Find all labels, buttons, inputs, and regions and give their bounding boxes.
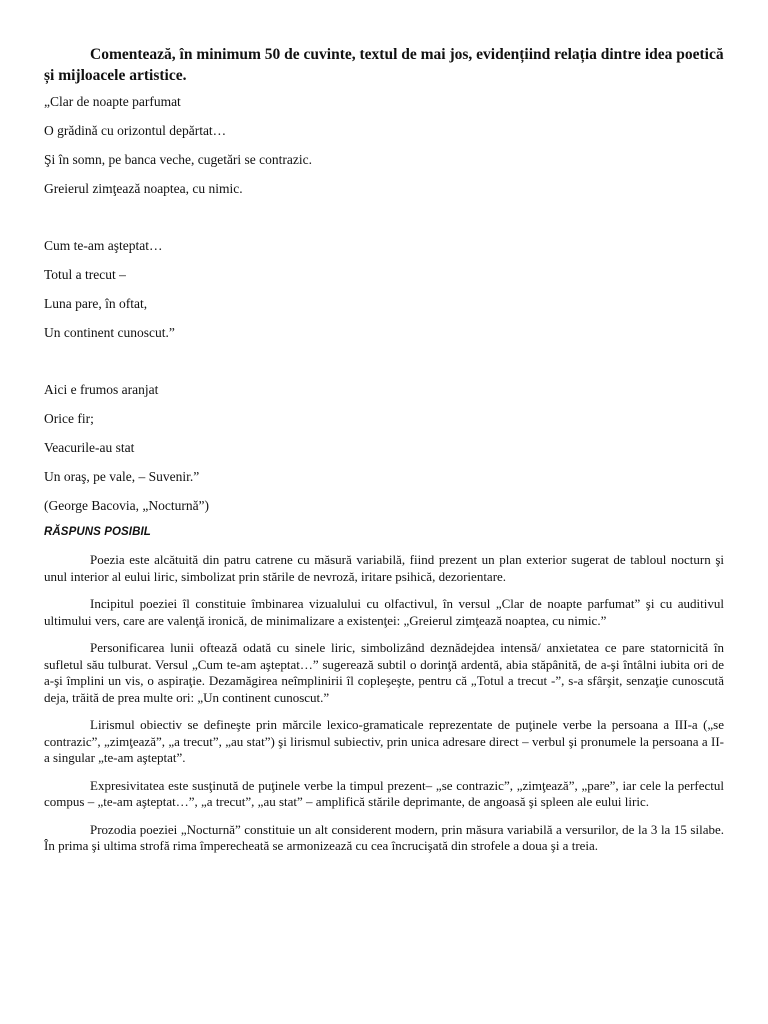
poem-stanza-2 <box>44 238 724 341</box>
poem-verse: Şi în somn, pe banca veche, cugetări se contrazic. <box>44 152 313 167</box>
poem-verse: O grădină cu orizontul depărtat… <box>44 123 227 138</box>
answer-paragraph: Lirismul obiectiv se defineşte prin mărcile lexico-gramaticale reprezentate de puţinele verbe la persoana a III-a („se contrazic”, „zimţează”, „a trecut”, „au stat”) şi lirismul subiectiv, prin unica adresare direct – verbul şi pronumele la persoana a II-a singular „te-am aşteptat”. <box>44 717 724 765</box>
document-page <box>44 44 724 866</box>
poem-verse: Cum te-am aşteptat… <box>44 238 163 253</box>
stanza-gap <box>44 354 724 382</box>
poem-verse: Totul a trecut – <box>44 267 126 282</box>
poem-stanza-3 <box>44 382 724 485</box>
poem-verse: Luna pare, în oftat, <box>44 296 148 311</box>
poem-stanza-1 <box>44 94 724 197</box>
answer-paragraph: Expresivitatea este susţinută de puţinele verbe la timpul prezent– „se contrazic”, „zimţează”, „pare”, iar cele la perfectul compus – „te-am aşteptat…”, „a trecut”, „au stat” – amplifică stările deprimante, de angoasă şi spleen ale eului liric. <box>44 777 724 809</box>
poem-verse: Orice fir; <box>44 411 94 426</box>
answer-paragraph: Personificarea lunii oftează odată cu sinele liric, simbolizând deznădejdea intensă/ anxietatea ce pare statornicită în sufletul său tulburat. Versul „Cum te-am aşteptat…” sugerează subtil o dorinţă ardentă, abia stăpânită, de a-şi întâlni iubita ori de a-şi împlini un vis, o aspiraţie. Dezamăgirea neîmplinirii îl copleşeşte, pentru că „Totul a trecut -”, s-a sfârşit, senzaţie cunoscută deja, trăită de prea multe ori: „Un continent cunoscut.” <box>44 640 724 705</box>
poem-verse: Greierul zimţează noaptea, cu nimic. <box>44 181 243 196</box>
poem-verse: Veacurile-au stat <box>44 440 135 455</box>
assignment-heading: Comentează, în minimum 50 de cuvinte, textul de mai jos, evidențiind relația dintre idea poetică și mijloacele artistice. <box>44 46 724 84</box>
stanza-gap <box>44 210 724 238</box>
answer-paragraph: Prozodia poeziei „Nocturnă” constituie un alt considerent modern, prin măsura variabilă a versurilor, de la 3 la 15 silabe. În prima şi ultima strofă rima împerecheată se armonizează cu cea încrucişată din strofele a doua şi a treia. <box>44 821 724 853</box>
answer-paragraph: Poezia este alcătuită din patru catrene cu măsură variabilă, fiind prezent un plan exterior sugerat de tabloul nocturn şi unul interior al eului liric, simbolizat prin stările de nevroză, iritare psihică, dezorientare. <box>44 552 724 584</box>
poem-verse: „Clar de noapte parfumat <box>44 94 181 109</box>
poem-verse: Aici e frumos aranjat <box>44 382 159 397</box>
answer-paragraph: Incipitul poeziei îl constituie îmbinarea vizualului cu olfactivul, în versul „Clar de noapte parfumat” şi cu auditivul ultimului vers, care are valenţă ironică, de minimalizare a existenţei: „Greierul zimţează noaptea, cu nimic.” <box>44 596 724 628</box>
answer-title: RĂSPUNS POSIBIL <box>44 526 151 538</box>
poem-verse: Un oraş, pe vale, – Suvenir.” <box>44 469 200 484</box>
poem-citation: (George Bacovia, „Nocturnă”) <box>44 498 210 513</box>
poem-verse: Un continent cunoscut.” <box>44 325 175 340</box>
